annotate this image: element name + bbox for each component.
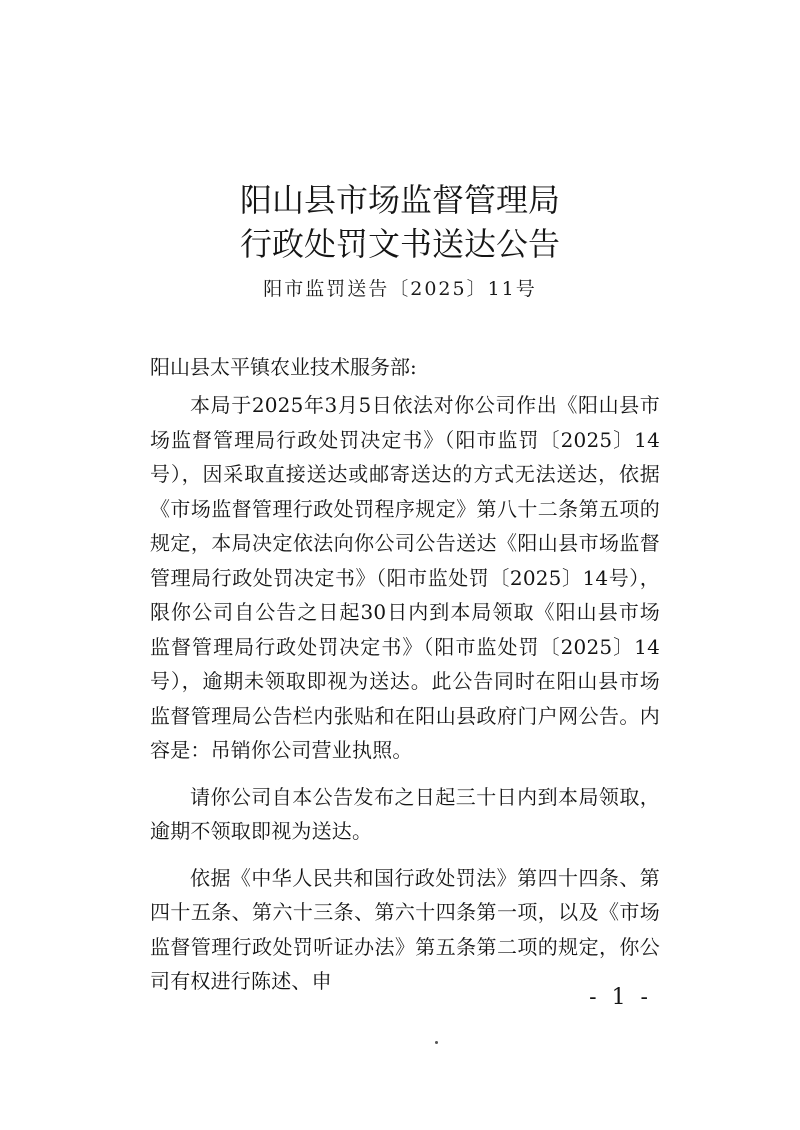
body-paragraph-1: 本局于2025年3月5日依法对你公司作出《阳山县市场监督管理局行政处罚决定书》（阳市监罚〔2025〕14号），因采取直接送达或邮寄送达的方式无法送达，依据《市场监督管理行政处罚程序规定》第八十二条第五项的规定，本局决定依法向你公司公告送达《阳山县市场监督管理局行政处罚决定书》（阳市监处罚〔2025〕14号），限你公司自公告之日起30日内到本局领取《阳山县市场监督管理局行政处罚决定书》（阳市监处罚〔2025〕14号），逾期未领取即视为送达。此公告同时在阳山县市场监督管理局公告栏内张贴和在阳山县政府门户网公告。内容是：吊销你公司营业执照。 (150, 393, 660, 762)
body-paragraph-3: 依据《中华人民共和国行政处罚法》第四十四条、第四十五条、第六十三条、第六十四条第一项，以及《市场监督管理行政处罚听证办法》第五条第二项的规定，你公司有权进行陈述、申 (150, 865, 660, 993)
document-number: 阳市监罚送告〔2025〕11号 (263, 278, 537, 300)
document-title-line2: 行政处罚文书送达公告 (239, 225, 560, 263)
title-block (0, 178, 800, 302)
body-paragraph-2: 请你公司自本公告发布之日起三十日内到本局领取，逾期不领取即视为送达。 (150, 784, 660, 843)
salutation: 阳山县太平镇农业技术服务部: (150, 355, 417, 379)
scan-speck (435, 1041, 438, 1044)
page-number: - 1 - (589, 985, 652, 1010)
document-title-line1: 阳山县市场监督管理局 (239, 181, 560, 219)
document-body (150, 346, 660, 999)
